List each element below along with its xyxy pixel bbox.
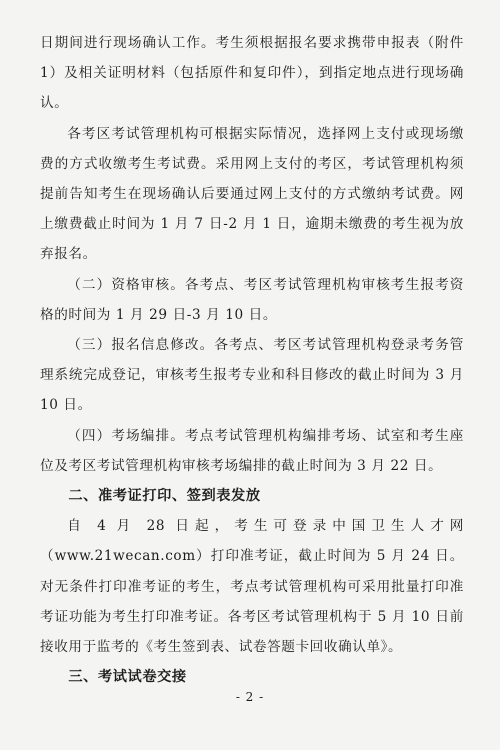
page-number: - 2 - <box>235 690 265 704</box>
paragraph-registration-info-modification: （三）报名信息修改。各考点、考区考试管理机构登录考务管理系统完成登记，审核考生报考专业和科目修改的截止时间为 3 月 10 日。 <box>40 337 464 414</box>
paragraph-exam-room-arrangement: （四）考场编排。考点考试管理机构编排考场、试室和考生座位及考区考试管理机构审核考场编排的截止时间为 3 月 22 日。 <box>40 427 464 474</box>
section-heading-paper-handover: 三、考试试卷交接 <box>68 669 187 686</box>
paragraph-qualification-review: （二）资格审核。各考点、考区考试管理机构审核考生报考资格的时间为 1 月 29 日-3 月 10 日。 <box>40 276 464 323</box>
section-heading-admission-ticket: 二、准考证打印、签到表发放 <box>68 488 261 505</box>
paragraph-exam-fee-payment: 各考区考试管理机构可根据实际情况，选择网上支付或现场缴费的方式收缴考生考试费。采用网上支付的考区，考试管理机构须提前告知考生在现场确认后要通过网上支付的方式缴纳考试费。网上缴费截止时间为 1 月 7 日-2 月 1 日，逾期未缴费的考生视为放弃报名。 <box>40 125 464 263</box>
paragraph-on-site-confirmation: 日期间进行现场确认工作。考生须根据报名要求携带申报表（附件 1）及相关证明材料（包括原件和复印件），到指定地点进行现场确认。 <box>40 35 464 112</box>
document-body <box>40 28 464 692</box>
paragraph-admission-ticket-printing: 自 4 月 28 日起，考生可登录中国卫生人才网（www.21wecan.com）打印准考证，截止时间为 5 月 24 日。对无条件打印准考证的考生，考点考试管理机构可采用批量打印准考证功能为考生打印准考证。各考区考试管理机构于 5 月 10 日前接收用于监考的《考生签到表、试卷答题卡回收确认单》。 <box>40 518 464 656</box>
